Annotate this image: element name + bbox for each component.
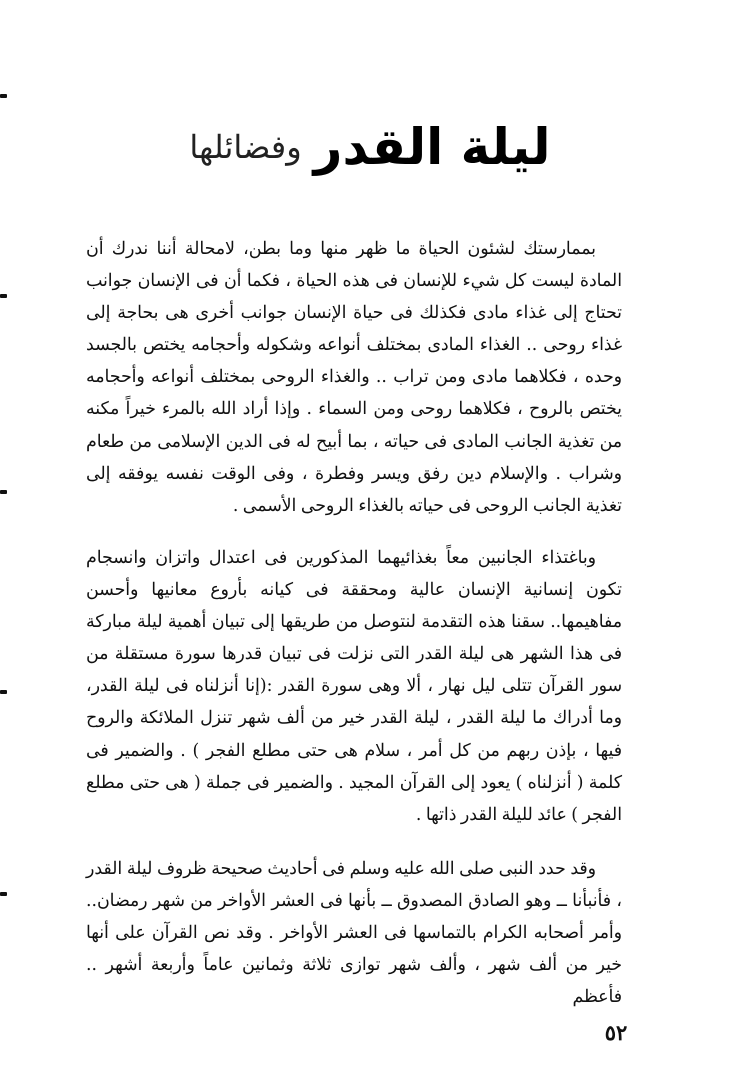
page-number: ٥٢ — [604, 1020, 628, 1045]
margin-mark — [0, 490, 7, 494]
paragraph-block — [86, 542, 622, 831]
paragraph: وباغتذاء الجانبين معاً بغذائيهما المذكورين فى اعتدال واتزان وانسجام تكون إنسانية الإنسان عالية ومحققة فى كيانه بأروع معانيها وأحسن مفاهيمها.. سقنا هذه التقدمة لنتوصل من طريقها إلى تبيان أهمية ليلة مباركة فى هذا الشهر هى ليلة القدر التى نزلت فى تبيان قدرها سورة مستقلة من سور القرآن تتلى ليل نهار ، ألا وهى سورة القدر :(إنا أنزلناه فى ليلة القدر، وما أدراك ما ليلة القدر ، ليلة القدر خير من ألف شهر تنزل الملائكة والروح فيها ، بإذن ربهم من كل أمر ، سلام هى حتى مطلع الفجر ) . والضمير فى كلمة ( أنزلناه ) يعود إلى القرآن المجيد . والضمير فى جملة ( هى حتى مطلع الفجر ) عائد لليلة القدر ذاتها . — [86, 548, 622, 825]
chapter-title-main: ليلة القدر — [313, 118, 551, 176]
margin-mark — [0, 690, 7, 694]
margin-mark — [0, 892, 7, 896]
paragraph: وقد حدد النبى صلى الله عليه وسلم فى أحاديث صحيحة ظروف ليلة القدر ، فأنبأنا ــ وهو الصادق المصدوق ــ بأنها فى العشر الأواخر من شهر رمضان.. وأمر أصحابه الكرام بالتماسها فى العشر الأواخر . وقد نص القرآن على أنها خير من ألف شهر ، وألف شهر توازى ثلاثة وثمانين عاماً وأربعة أشهر .. فأعظم — [86, 859, 622, 1008]
chapter-title-sub: وفضائلها — [189, 128, 302, 166]
margin-mark — [0, 294, 7, 298]
paragraph-block — [86, 233, 622, 522]
paragraph: بممارستك لشئون الحياة ما ظهر منها وما بطن، لامحالة أننا ندرك أن المادة ليست كل شيء للإنسان فى هذه الحياة ، فكما أن فى الإنسان جوانب تحتاج إلى غذاء مادى فكذلك فى حياة الإنسان جوانب أخرى هى بحاجة إلى غذاء روحى .. الغذاء المادى بمختلف أنواعه وشكوله وأحجامه يختص بالجسد وحده ، فكلاهما مادى ومن تراب .. والغذاء الروحى بمختلف أنواعه وأحجامه يختص بالروح ، فكلاهما روحى ومن السماء . وإذا أراد الله بالمرء خيراً مكنه من تغذية الجانب المادى فى حياته ، بما أبيح له فى الدين الإسلامى من طعام وشراب . والإسلام دين رفق ويسر وفطرة ، وفى الوقت نفسه يوفقه إلى تغذية الجانب الروحى فى حياته بالغذاء الروحى الأسمى . — [86, 239, 622, 516]
paragraph-block — [86, 853, 622, 1013]
chapter-title — [150, 118, 590, 198]
margin-mark — [0, 94, 7, 98]
